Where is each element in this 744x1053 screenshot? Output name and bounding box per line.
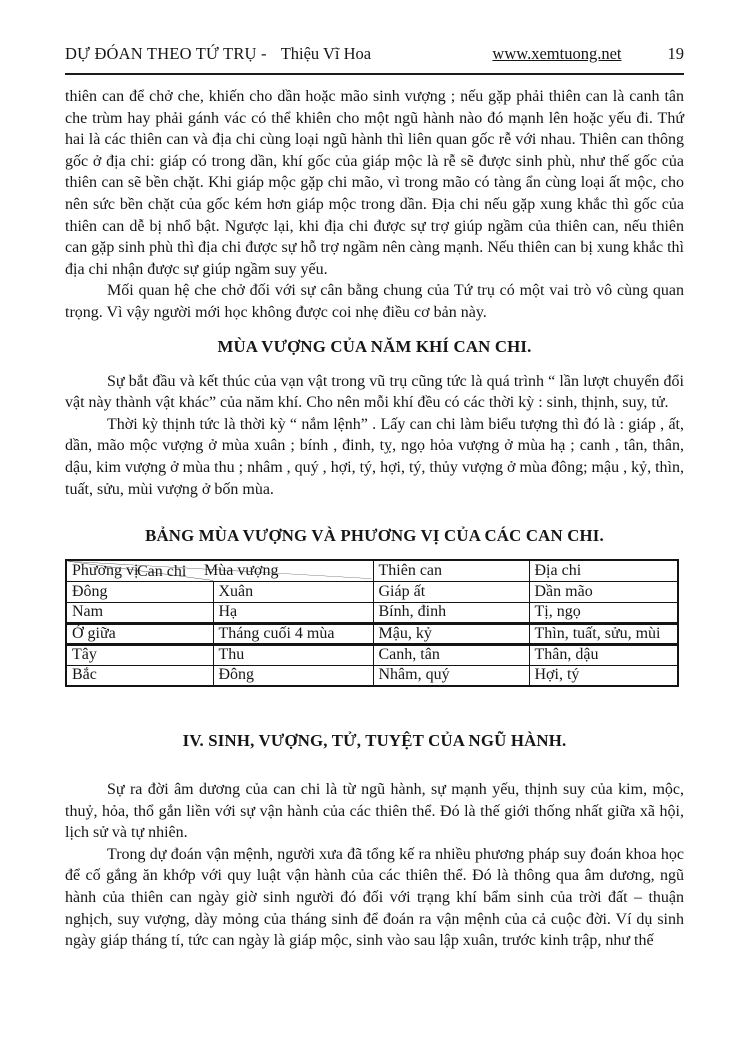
cell-mua-vuong: Thu — [213, 644, 373, 665]
table-row — [66, 602, 678, 623]
paragraph-continuation: thiên can để chở che, khiến cho dần hoặc mão sinh vượng ; nếu gặp phải thiên can là canh tân che trùm hay phải gánh vác có thể khiên cho một ngũ hành nào đó mạnh lên hoặc yếu đi. Thứ hai là các thiên can và địa chi cùng loại ngũ hành thì liên quan gốc rễ với nhau. Thiên can thông gốc ở địa chi: giáp có trong dần, khí gốc của giáp mộc là rễ sẽ được sinh phù, như thế gốc của thiên can sẽ bền chặt. Khi giáp mộc gặp chi mão, vì trong mão có tàng ẩn cùng loại ất mộc, cho nên sức bền chặt của gốc kém hơn giáp mộc trong dần. Địa chi nếu gặp xung khắc thì gốc của thiên can dễ bị nhổ bật. Ngược lại, khi địa chi được sự trợ giúp ngầm của thiên can, nếu thiên can gặp sinh phù thì địa chi được sự hỗ trợ ngầm nên càng mạnh. Nếu thiên can bị xung khắc thì địa chi nhận được sự giúp ngầm suy yếu. — [65, 88, 684, 278]
cell-mua-vuong: Tháng cuối 4 mùa — [213, 623, 373, 644]
section-heading-mua-vuong: MÙA VƯỢNG CỦA NĂM KHÍ CAN CHI. — [217, 336, 532, 356]
book-title: DỰ ĐÓAN THEO TỨ TRỤ - — [65, 44, 267, 63]
cell-dia-chi: Dần mão — [529, 581, 678, 602]
cell-dia-chi: Hợi, tý — [529, 665, 678, 686]
cell-thien-can: Nhâm, quý — [373, 665, 529, 686]
section-heading-sinh-vuong: IV. SINH, VƯỢNG, TỬ, TUYỆT CỦA NGŨ HÀNH. — [182, 731, 567, 751]
cell-dia-chi: Thân, dậu — [529, 644, 678, 665]
cell-phuong-vi: Tây — [66, 644, 213, 665]
column-header-thien-can: Thiên can — [373, 560, 529, 581]
cell-phuong-vi: Nam — [66, 602, 213, 623]
cell-dia-chi: Thìn, tuất, sửu, mùi — [529, 623, 678, 644]
cell-dia-chi: Tị, ngọ — [529, 602, 678, 623]
cell-mua-vuong: Hạ — [213, 602, 373, 623]
diagonal-corner-cell — [66, 560, 373, 581]
cell-mua-vuong: Đông — [213, 665, 373, 686]
cell-thien-can: Mậu, kỷ — [373, 623, 529, 644]
table-header-row — [66, 560, 678, 581]
cell-phuong-vi: Bắc — [66, 665, 213, 686]
cell-phuong-vi: Đông — [66, 581, 213, 602]
paragraph: Trong dự đoán vận mệnh, người xưa đã tổng kế ra nhiều phương pháp suy đoán khoa học để cố gắng ăn khớp với quy luật vận hành của các thiên thể. Đó là thông qua âm dương, ngũ hành của thiên can ngày giờ sinh người đó đối với trạng khí bẩm sinh của trời đất – thuận nghịch, suy vượng, dày mỏng của tháng sinh để đoán ra vận mệnh của cả cuộc đời. Ví dụ sinh ngày giáp tháng tí, tức can ngày là giáp mộc, sinh vào sau lập xuân, trước kinh trập, như thế — [65, 845, 684, 950]
table-row — [66, 581, 678, 602]
corner-label-can-chi: Can chi — [137, 563, 187, 581]
author-name: Thiệu Vĩ Hoa — [280, 44, 372, 63]
table-row — [66, 665, 678, 686]
table-row — [66, 623, 678, 644]
cell-thien-can: Canh, tân — [373, 644, 529, 665]
header-divider — [65, 73, 684, 75]
page-number: 19 — [667, 44, 684, 63]
cell-thien-can: Giáp ất — [373, 581, 529, 602]
corner-label-phuong-vi: Phương vị — [72, 561, 139, 579]
paragraph: Mối quan hệ che chở đối với sự cân bằng chung của Tứ trụ có một vai trò vô cùng quan trọng. Vì vậy người mới học không được coi nhẹ điều cơ bản này. — [65, 282, 684, 321]
cell-thien-can: Bính, đinh — [373, 602, 529, 623]
paragraph: Sự ra đời âm dương của can chi là từ ngũ hành, sự mạnh yếu, thịnh suy của kim, mộc, thuỷ, hỏa, thổ gắn liền với sự vận hành của các thiên thể. Đó là thế giới thống nhất giữa xã hội, lịch sử và tự nhiên. — [65, 781, 684, 842]
paragraph: Thời kỳ thịnh tức là thời kỳ “ nắm lệnh” . Lấy can chi làm biểu tượng thì đó là : giáp , ất, dần, mão mộc vượng ở mùa xuân ; bính , đinh, tỵ, ngọ hỏa vượng ở mùa hạ ; canh , tân, thân, dậu, kim vượng ở mùa thu ; nhâm , quý , hợi, tý, hợi, tý, thủy vượng ở mùa đông; mậu , kỷ, thìn, tuất, sửu, mùi vượng ở bốn mùa. — [65, 415, 684, 498]
season-direction-table — [65, 559, 679, 687]
website-link[interactable]: www.xemtuong.net — [492, 44, 622, 63]
table-row — [66, 644, 678, 665]
cell-mua-vuong: Xuân — [213, 581, 373, 602]
corner-label-mua-vuong: Mùa vượng — [204, 561, 279, 579]
column-header-dia-chi: Địa chi — [529, 560, 678, 581]
cell-phuong-vi: Ở giữa — [66, 623, 213, 644]
running-header — [65, 44, 684, 64]
paragraph: Sự bắt đầu và kết thúc của vạn vật trong vũ trụ cũng tức là quá trình “ lần lượt chuyển đổi vật này thành vật khác” của năm khí. Cho nên mỗi khí đều có các thời kỳ : sinh, thịnh, suy, tử. — [65, 372, 684, 412]
table-heading-bang-mua-vuong: BẢNG MÙA VƯỢNG VÀ PHƯƠNG VỊ CỦA CÁC CAN CHI. — [145, 526, 604, 546]
